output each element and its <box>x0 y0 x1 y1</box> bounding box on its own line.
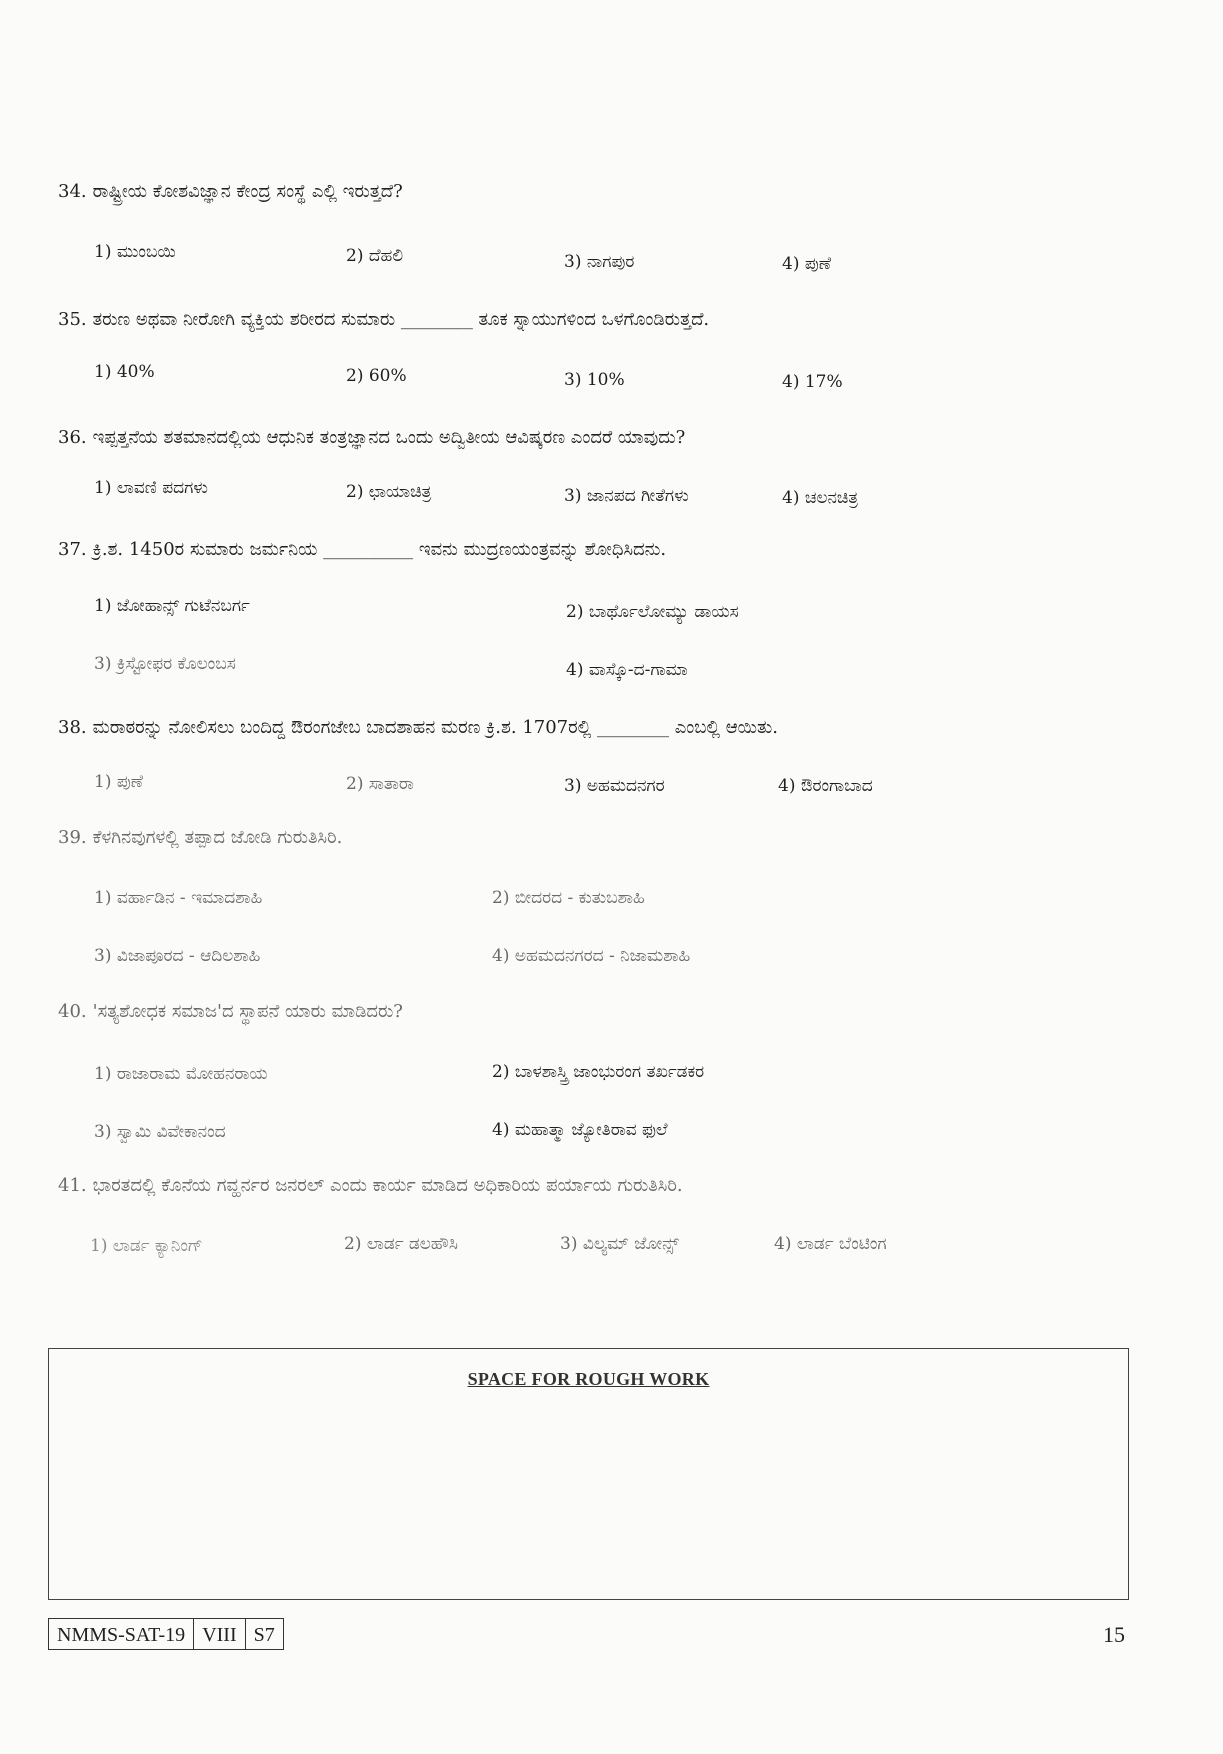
question-36 <box>58 426 685 450</box>
option-4: 4) ಮಹಾತ್ಮಾ ಜ್ಯೋತಿರಾವ ಫುಲೆ <box>492 1120 668 1140</box>
option-4: 4) ಚಲನಚಿತ್ರ <box>782 488 859 508</box>
question-34 <box>58 180 403 204</box>
question-37 <box>58 538 666 562</box>
option-4: 4) ಔರಂಗಾಬಾದ <box>778 776 873 796</box>
option-2: 2) ಸಾತಾರಾ <box>346 774 414 794</box>
option-4: 4) ಲಾರ್ಡ ಬೆಂಟಿಂಗ <box>774 1234 887 1254</box>
option-4: 4) 17% <box>782 372 843 392</box>
option-2: 2) ಲಾರ್ಡ ಡಲಹೌಸಿ <box>344 1234 458 1254</box>
question-number: 37. <box>58 539 87 560</box>
option-2: 2) 60% <box>346 366 407 386</box>
option-3: 3) ಜಾನಪದ ಗೀತೆಗಳು <box>564 486 689 506</box>
question-number: 39. <box>58 827 87 848</box>
option-4: 4) ಅಹಮದನಗರದ - ನಿಜಾಮಶಾಹಿ <box>492 946 691 966</box>
question-number: 41. <box>58 1175 87 1196</box>
set-label: S7 <box>253 1624 275 1646</box>
question-38 <box>58 716 778 740</box>
question-40 <box>58 1000 403 1024</box>
option-1: 1) 40% <box>94 362 155 382</box>
option-1: 1) ಮುಂಬಯಿ <box>94 242 176 262</box>
page-number: 15 <box>1103 1622 1125 1647</box>
paper-code-box <box>48 1618 284 1650</box>
question-text: ಮರಾಠರನ್ನು ನೋಲಿಸಲು ಬಂದಿದ್ದ ಔರಂಗಜೇಬ ಬಾದಶಾಹನ ಮರಣ ಕ್ರಿ.ಶ. 1707ರಲ್ಲಿ ________ ಎಂಬಲ್ಲಿ ಆಯಿತು. <box>92 717 778 738</box>
question-number: 35. <box>58 309 87 330</box>
class-label: VIII <box>194 1619 245 1649</box>
option-2: 2) ಛಾಯಾಚಿತ್ರ <box>346 482 432 502</box>
option-4: 4) ಪುಣೆ <box>782 254 832 274</box>
question-text: ಕ್ರಿ.ಶ. 1450ರ ಸುಮಾರು ಜರ್ಮನಿಯ __________ ಇವನು ಮುದ್ರಣಯಂತ್ರವನ್ನು ಶೋಧಿಸಿದನು. <box>92 539 667 560</box>
question-35 <box>58 308 709 332</box>
question-text: ರಾಷ್ಟ್ರೀಯ ಕೋಶವಿಜ್ಞಾನ ಕೇಂದ್ರ ಸಂಸ್ಥೆ ಎಲ್ಲಿ ಇರುತ್ತದೆ? <box>92 181 403 202</box>
option-3: 3) ಕ್ರಿಸ್ಟೋಫರ ಕೊಲಂಬಸ <box>94 654 236 674</box>
option-3: 3) ಸ್ವಾಮಿ ವಿವೇಕಾನಂದ <box>94 1122 226 1142</box>
question-number: 38. <box>58 717 87 738</box>
option-3: 3) ವಿಜಾಪೂರದ - ಆದಿಲಶಾಹಿ <box>94 946 261 966</box>
option-2: 2) ಬಾರ್ಥೊಲೋಮ್ಯು ಡಾಯಸ <box>566 602 739 622</box>
question-39 <box>58 826 342 850</box>
option-3: 3) ವಿಲ್ಯಮ್ ಜೋನ್ಸ್ <box>560 1234 679 1254</box>
option-1: 1) ಜೋಹಾನ್ಸ್ ಗುಟೆನಬರ್ಗ <box>94 596 250 616</box>
question-text: 'ಸತ್ಯಶೋಧಕ ಸಮಾಜ'ದ ಸ್ಥಾಪನೆ ಯಾರು ಮಾಡಿದರು? <box>92 1001 403 1022</box>
question-text: ಕೆಳಗಿನವುಗಳಲ್ಲಿ ತಪ್ಪಾದ ಜೋಡಿ ಗುರುತಿಸಿರಿ. <box>92 827 343 848</box>
paper-code: NMMS-SAT-19 <box>49 1619 194 1649</box>
question-number: 36. <box>58 427 87 448</box>
option-1: 1) ರಾಜಾರಾಮ ಮೋಹನರಾಯ <box>94 1064 268 1084</box>
option-1: 1) ವರ್ಹಾಡಿನ - ಇಮಾದಶಾಹಿ <box>94 888 263 908</box>
option-2: 2) ಬೀದರದ - ಕುತುಬಶಾಹಿ <box>492 888 645 908</box>
option-3: 3) ಅಹಮದನಗರ <box>564 776 665 796</box>
option-1: 1) ಲಾರ್ಡ ಕ್ಯಾನಿಂಗ್ <box>90 1236 203 1256</box>
question-41 <box>58 1174 683 1198</box>
rough-work-box <box>48 1348 1129 1600</box>
question-number: 34. <box>58 181 87 202</box>
option-2: 2) ಬಾಳಶಾಸ್ತ್ರಿ ಜಾಂಭುರಂಗ ತರ್ಖಡಕರ <box>492 1062 705 1082</box>
option-2: 2) ದೆಹಲಿ <box>346 246 404 266</box>
question-number: 40. <box>58 1001 87 1022</box>
question-text: ತರುಣ ಅಥವಾ ನೀರೋಗಿ ವ್ಯಕ್ತಿಯ ಶರೀರದ ಸುಮಾರು ________ ತೂಕ ಸ್ನಾಯುಗಳಿಂದ ಒಳಗೊಂಡಿರುತ್ತದೆ. <box>92 309 710 330</box>
option-3: 3) 10% <box>564 370 625 390</box>
question-text: ಇಪ್ಪತ್ತನೆಯ ಶತಮಾನದಲ್ಲಿಯ ಆಧುನಿಕ ತಂತ್ರಜ್ಞಾನದ ಒಂದು ಅದ್ವಿತೀಯ ಆವಿಷ್ಕರಣ ಎಂದರೆ ಯಾವುದು? <box>92 427 686 448</box>
question-text: ಭಾರತದಲ್ಲಿ ಕೊನೆಯ ಗವ್ಹರ್ನರ ಜನರಲ್ ಎಂದು ಕಾರ್ಯ ಮಾಡಿದ ಅಧಿಕಾರಿಯ ಪರ್ಯಾಯ ಗುರುತಿಸಿರಿ. <box>92 1175 683 1196</box>
option-3: 3) ನಾಗಪುರ <box>564 252 635 272</box>
option-1: 1) ಪುಣೆ <box>94 772 144 792</box>
option-1: 1) ಲಾವಣಿ ಪದಗಳು <box>94 478 208 498</box>
rough-work-title: SPACE FOR ROUGH WORK <box>467 1369 710 1389</box>
option-4: 4) ವಾಸ್ಕೊ-ದ-ಗಾಮಾ <box>566 660 688 680</box>
